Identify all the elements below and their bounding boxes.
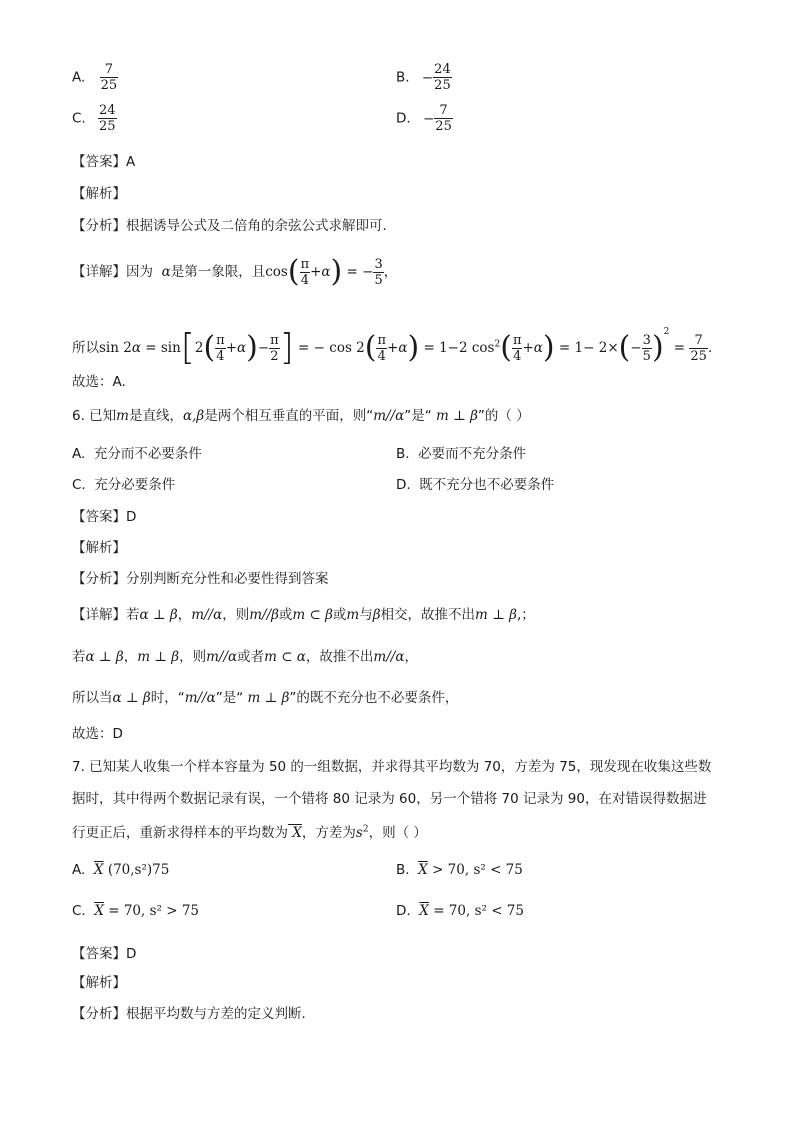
q7-answer: 【答案】D xyxy=(72,946,137,962)
q5-option-b xyxy=(396,62,452,93)
q7-option-a: A. $\overline{X}$ (70,s²)75 xyxy=(72,862,170,878)
q7-option-c: C. $\overline{X} = 70$, s² > 75 xyxy=(72,903,200,919)
q5-detail: 【详解】因为 α是第一象限，且cos( $\frac{\pi}{4}$ +α) = − $\frac{3}{5}$ ， xyxy=(72,254,398,289)
q6-fenxi: 【分析】分别判断充分性和必要性得到答案 xyxy=(72,571,329,587)
q7-analysis-heading: 【解析】 xyxy=(72,975,126,991)
q6-option-c: C. 充分必要条件 xyxy=(72,477,176,493)
fraction: $\frac{7}{25}$ xyxy=(435,103,452,134)
option-label: A. xyxy=(72,69,86,86)
q6-option-d: D. 既不充分也不必要条件 xyxy=(396,477,555,493)
q6-analysis-heading: 【解析】 xyxy=(72,540,126,556)
q7-stem-line2: 据时，其中得两个数据记录有误，一个错将 80 记录为 60，另一个错将 70 记录为 90，在对错误得数据进 xyxy=(72,791,707,807)
q5-conclusion: 故选：A. xyxy=(72,374,126,390)
q6-option-b: B. 必要而不充分条件 xyxy=(396,446,527,462)
option-label: C. xyxy=(72,110,86,127)
pi-over-4: $\frac{\pi}{4}$ xyxy=(300,256,310,288)
q5-fenxi: 【分析】根据诱导公式及二倍角的余弦公式求解即可. xyxy=(72,218,387,234)
option-label: B. xyxy=(396,69,410,86)
q6-conclusion: 故选：D xyxy=(72,726,123,742)
q5-option-c xyxy=(72,103,117,134)
alpha-symbol: α xyxy=(157,264,171,280)
q6-stem: 6. 已知m是直线，α,β是两个相互垂直的平面，则“m//α”是“ m ⊥ β”的（ ） xyxy=(72,408,530,424)
q7-stem-line3: 行更正后，重新求得样本的平均数为 X，方差为$s^2$，则（ ） xyxy=(72,824,427,841)
q6-detail-1: 【详解】若α ⊥ β，m//α，则m//β或m ⊂ β或m与β相交，故推不出m ⊥ β,； xyxy=(72,607,535,623)
q5-analysis-heading: 【解析】 xyxy=(72,186,126,202)
fraction: $\frac{7}{25}$ xyxy=(100,62,118,93)
option-label: D. xyxy=(396,110,411,127)
q7-stem-line1: 7. 已知某人收集一个样本容量为 50 的一组数据，并求得其平均数为 70，方差为 75，现发现在收集这些数 xyxy=(72,759,712,775)
result-fraction: $\frac{7}{25}$ xyxy=(690,332,707,364)
three-fifths: $\frac{3}{5}$ xyxy=(374,256,383,288)
q5-option-d xyxy=(396,103,453,134)
fraction: $\frac{24}{25}$ xyxy=(434,62,451,93)
q6-option-a: A. 充分而不必要条件 xyxy=(72,446,202,462)
q7-option-b: B. $\overline{X} > 70$, s² < 75 xyxy=(396,862,523,878)
minus-sign: − xyxy=(422,110,435,127)
minus-sign: − xyxy=(421,69,434,86)
q7-option-d: D. $\overline{X} = 70$, s² < 75 xyxy=(396,903,524,919)
q6-detail-3: 所以当α ⊥ β时，“m//α”是“ m ⊥ β”的既不充分也不必要条件， xyxy=(72,690,459,706)
q6-detail-2: 若α ⊥ β，m ⊥ β，则m//α或者m ⊂ α，故推不出m//α， xyxy=(72,649,418,665)
q5-option-a xyxy=(72,62,118,93)
q7-fenxi: 【分析】根据平均数与方差的定义判断． xyxy=(72,1006,315,1022)
q5-computation: 所以sin 2α = sin[2( $\frac{\pi}{4}$ +α)− $\frac{\pi}{2}$ ] = − cos 2( $\frac{\pi}{4}$ +α) = 1−2 $\cos^2$( $\frac{\pi}{4}$ +α) = 1− 2×(− $\frac{3}{5}$ )$^2$ = $\frac{7}{25}$ . xyxy=(72,327,713,368)
q6-answer: 【答案】D xyxy=(72,509,137,525)
fraction: $\frac{24}{25}$ xyxy=(99,103,116,134)
q5-answer: 【答案】A xyxy=(72,154,136,170)
